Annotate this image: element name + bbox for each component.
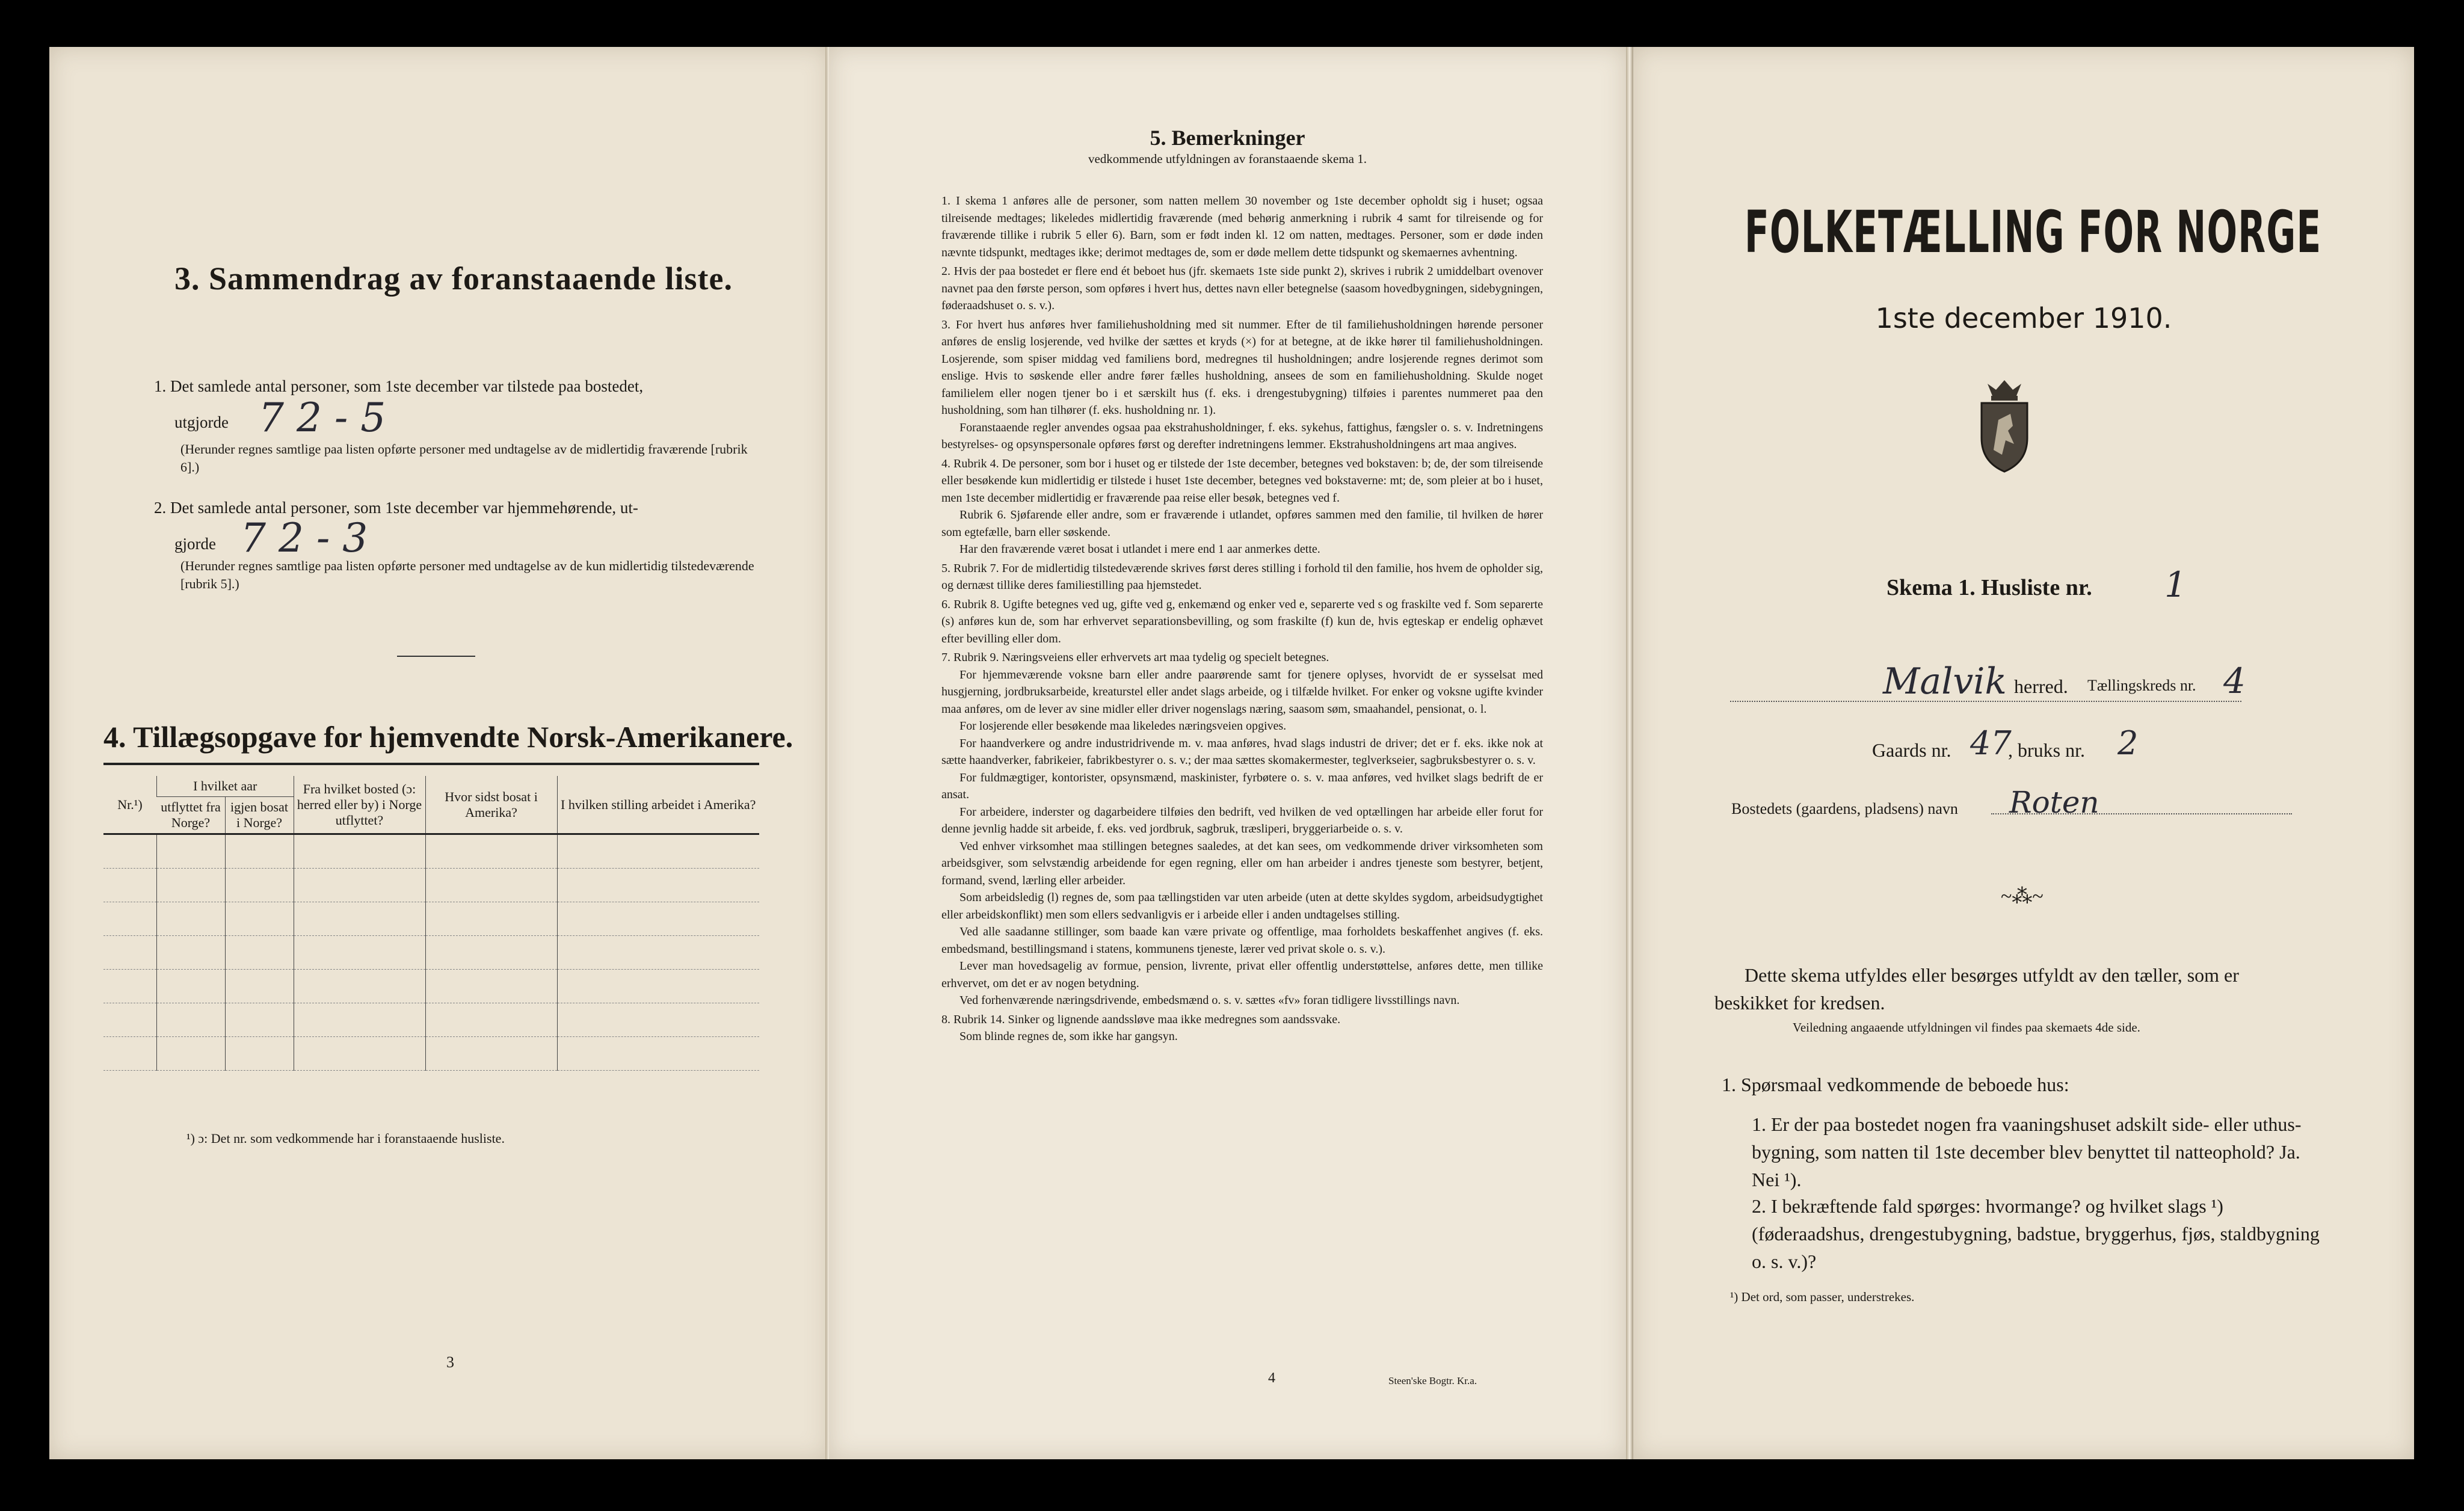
intro-text: Dette skema utfyldes eller besørges utfyldt av den tæller, som er beskikket for kredsen. xyxy=(1714,964,2239,1014)
page2-subtitle: vedkommende utfyldningen av foranstaaende skema 1. xyxy=(1088,152,1367,166)
page2-number: 4 xyxy=(1268,1370,1275,1386)
bosted-value: Roten xyxy=(2009,785,2099,820)
section-3-title: 3. Sammendrag av foranstaaende liste. xyxy=(174,260,733,297)
paragraph: Ved forhenværende næringsdrivende, embedsmænd o. s. v. sættes «fv» foran tidligere livsstillings navn. xyxy=(959,994,1460,1007)
ornament-icon: ~⁂~ xyxy=(2001,885,2044,908)
item1-value: 7 2 - 5 xyxy=(259,395,386,441)
item1-note: (Herunder regnes samtlige paa listen opførte personer med undtagelse av de midlertidig fraværende [rubrik 6].) xyxy=(180,442,748,475)
herred-label: herred. xyxy=(2014,675,2068,697)
paragraph: For arbeidere, inderster og dagarbeidere tilføies den bedrift, ved hvilken de ved optællingen har arbeide eller forut for denne jevnlig hadde sit arbeide, f. eks. ved jordbruk, sagbruk, træsliperi, bryggeriarbeide o. s. v. xyxy=(941,805,1543,836)
bruks-label: , bruks nr. xyxy=(2008,739,2085,761)
kreds-label: Tællingskreds nr. xyxy=(2087,677,2196,694)
paragraph: For fuldmægtiger, kontorister, opsynsmænd, maskinister, fyrbøtere o. s. v. maa anføres, ved hvilket slags bedrift de er ansat. xyxy=(941,771,1543,801)
item2-note: (Herunder regnes samtlige paa listen opførte personer med undtagelse av de kun midlertidig tilstedeværende [rubrik 5].) xyxy=(180,558,754,591)
paragraph: Som blinde regnes de, som ikke har gangsyn. xyxy=(959,1030,1178,1043)
col-group: I hvilket aar xyxy=(157,776,294,797)
bruks-value: 2 xyxy=(2118,724,2139,762)
page1-footnote: ¹) ɔ: Det nr. som vedkommende har i foranstaaende husliste. xyxy=(186,1131,505,1146)
paragraph: For haandverkere og andre industridrivende m. v. maa anføres, hvad slags industri de driver; det er f. eks. ikke nok at sætte haandverker, fabrikeier, fabrikbestyrer o. s. v.; der maa sættes skomakermester, teglverkseier, sagbruksbestyrer o. s. v. xyxy=(941,736,1543,767)
paragraph: For hjemmeværende voksne barn eller andre paarørende samt for tjenere oplyses, hvorvidt de er sysselsat med husgjerning, jordbruksarbeide, kreaturstel eller andet slags arbeide, og i tilfælde hvilket. For enker og voksne ugifte kvinder maa anføres, om de lever av sine midler eller driver nogenslags næring, saasom søm, smaahandel, pensionat, o. l. xyxy=(941,668,1543,716)
divider xyxy=(397,656,475,657)
census-date: 1ste december 1910. xyxy=(1875,302,2172,334)
husliste-nr-value: 1 xyxy=(2164,564,2187,605)
paragraph: 7. Rubrik 9. Næringsveiens eller erhvervets art maa tydelig og specielt betegnes. xyxy=(941,651,1329,664)
coat-of-arms-icon xyxy=(1976,378,2033,474)
paragraph: 8. Rubrik 14. Sinker og lignende aandssløve maa ikke medregnes som aandssvake. xyxy=(941,1012,1341,1026)
gaards-value: 47 xyxy=(1970,724,2012,762)
table-row xyxy=(103,936,759,970)
table-row xyxy=(103,970,759,1003)
paragraph: 1. I skema 1 anføres alle de personer, som natten mellem 30 november og 1ste december opholdt sig i huset; ogsaa tilreisende medtages; likeledes midlertidig fraværende (med behørig anmerkning i rubrik 4 samt for tilreisende og for fraværende tillike i rubrik 5 eller 6). Barn, som er født inden kl. 12 om natten, medtages. Personer, som er døde inden nævnte tidspunkt, medtages ikke; derimot medtages de, som er døde mellem dette tidspunkt og skemaernes avhentning. xyxy=(941,194,1543,259)
item1-text: 1. Det samlede antal personer, som 1ste december var tilstede paa bostedet, xyxy=(154,377,644,395)
col-nr: Nr.¹) xyxy=(103,776,157,834)
paragraph: 3. For hvert hus anføres hver familiehusholdning med sit nummer. Efter de til familiehusholdningen hørende personer anføres de enslig losjerende, ved hvilke der sættes et kryds (×) for at betegne, at de ikke hører til familiehusholdningen. Losjerende, som spiser middag ved familiens bord, medregnes til husholdningen; andre losjerende regnes derimot som enslige. Hvis to søskende eller andre fører fælles husholdning, ansees de som en familiehusholdning. Skulde noget familielem eller nogen tjener bo i et særskilt hus (f. eks. i drengestubygning) tilføies i parentes nummeret paa den husholdning, som han tilhører (f. eks. husholdning nr. 1). xyxy=(941,318,1543,417)
printer-mark: Steen'ske Bogtr. Kr.a. xyxy=(1388,1375,1477,1386)
paragraph: 5. Rubrik 7. For de midlertidig tilstedeværende skrives først deres stilling i forhold til den familie, hos hvem de opholder sig, og dernæst tillike deres familiestilling paa hjemstedet. xyxy=(941,561,1543,592)
table-row xyxy=(103,1037,759,1071)
question-1: 1. Er der paa bostedet nogen fra vaaningshuset adskilt side- eller uthus-bygning, som natten til 1ste december blev benyttet til natteophold? Ja. Nei ¹). xyxy=(1752,1113,2302,1190)
paragraph: Som arbeidsledig (l) regnes de, som paa tællingstiden var uten arbeide (uten at dette skyldes sygdom, arbeidsudygtighet eller arbeidskonflikt) men som ellers sedvanligvis er i arbeide eller i anden undtagelses stilling. xyxy=(941,891,1543,922)
page2-body xyxy=(941,192,1543,1045)
col-utflyttet: utflyttet fra Norge? xyxy=(157,797,226,834)
paragraph: Ved enhver virksomhet maa stillingen betegnes saaledes, at det kan sees, om vedkommende driver virksomheten som arbeidsgiver, som selvstændig arbeidende for egen regning, eller om han arbeider i andres tjeneste som bestyrer, betjent, formand, svend, lærling eller arbeider. xyxy=(941,839,1543,887)
page2-title: 5. Bemerkninger xyxy=(1150,126,1305,150)
table-row xyxy=(103,902,759,936)
paragraph: For losjerende eller besøkende maa likeledes næringsveien opgives. xyxy=(959,719,1287,733)
paragraph: 6. Rubrik 8. Ugifte betegnes ved ug, gifte ved g, enkemænd og enker ved e, separerte ved s og fraskilte ved f. Som separerte (s) anføres kun de, som har erhvervet separationsbevilling, og som fraskilte (f) kun de, hvis egteskap er endelig ophævet efter bevilling eller dom. xyxy=(941,597,1543,645)
herred-value: Malvik xyxy=(1883,660,2007,703)
question-2: 2. I bekræftende fald spørges: hvormange? og hvilket slags ¹) (føderaadshus, drengestubygning, badstue, bryggerhus, fjøs, staldbygning o. s. v.)? xyxy=(1752,1195,2320,1272)
page3-footnote: ¹) Det ord, som passer, understrekes. xyxy=(1730,1290,1915,1304)
paragraph: Lever man hovedsagelig av formue, pension, livrente, privat eller offentlig understøttelse, anføres dette, men tillike erhvervet, om det er av nogen betydning. xyxy=(941,959,1543,990)
paragraph: 4. Rubrik 4. De personer, som bor i huset og er tilstede der 1ste december, betegnes ved bokstaven: b; de, der som tilreisende eller besøkende kun midlertidig er tilstede i huset 1ste december, betegnes ved bokstaverne: mt; de, som pleier at bo i huset, men 1ste december midlertidig er fraværende paa reise eller besøk, betegnes ved f. xyxy=(941,457,1543,505)
intro-guidance: Veiledning angaaende utfyldningen vil findes paa skemaets 4de side. xyxy=(1793,1020,2140,1035)
paragraph: Rubrik 6. Sjøfarende eller andre, som er fraværende i utlandet, opføres sammen med den familie, til hvilken de hører som egtefælle, barn eller søskende. xyxy=(941,508,1543,539)
bosted-line xyxy=(1991,813,2292,814)
questions-header: 1. Spørsmaal vedkommende de beboede hus: xyxy=(1722,1074,2069,1095)
norsk-amerikanere-table xyxy=(103,776,759,1071)
col-hvor-bosat: Hvor sidst bosat i Amerika? xyxy=(425,776,557,834)
table-row xyxy=(103,869,759,902)
kreds-value: 4 xyxy=(2223,660,2246,701)
table-top-rule xyxy=(103,763,759,765)
col-fra-bosted: Fra hvilket bosted (ɔ: herred eller by) i Norge utflyttet? xyxy=(294,776,425,834)
bosted-label: Bostedets (gaardens, pladsens) navn xyxy=(1731,800,1958,817)
gaards-label: Gaards nr. xyxy=(1872,739,1951,761)
skema-label: Skema 1. Husliste nr. xyxy=(1886,575,2092,600)
document-title: FOLKETÆLLING FOR NORGE xyxy=(1745,198,2322,266)
col-igjen: igjen bosat i Norge? xyxy=(225,797,294,834)
table-row xyxy=(103,1003,759,1037)
paragraph: 2. Hvis der paa bostedet er flere end ét beboet hus (jfr. skemaets 1ste side punkt 2), skrives i rubrik 2 umiddelbart ovenover navnet paa den første person, som opføres i hvert hus, dettes navn eller betegnelse (saasom hovedbygningen, sidebygningen, føderaadshuset o. s. v.). xyxy=(941,265,1543,312)
table-row xyxy=(103,834,759,869)
section-4-title: 4. Tillægsopgave for hjemvendte Norsk-Amerikanere. xyxy=(103,720,793,754)
col-stilling: I hvilken stilling arbeidet i Amerika? xyxy=(557,776,759,834)
paragraph: Foranstaaende regler anvendes ogsaa paa ekstrahusholdninger, f. eks. sykehus, fattighus, fængsler o. s. v. Indretningens bestyrelses- og opsynspersonale opføres først og derefter indretningens lemmer. Ekstrahusholdningens art maa angives. xyxy=(941,420,1543,451)
page1-number: 3 xyxy=(446,1353,454,1371)
item1-utgjorde: utgjorde xyxy=(174,413,229,431)
fold-right xyxy=(1626,47,1633,1459)
paragraph: Ved alle saadanne stillinger, som baade kan være private og offentlige, maa forholdets beskaffenhet angives (f. eks. embedsmand, bestillingsmand i statens, kommunens tjeneste, lærer ved privat skole o. s. v.). xyxy=(941,925,1543,956)
item2-text: 2. Det samlede antal personer, som 1ste december var hjemmehørende, ut- xyxy=(154,499,638,517)
paragraph: Har den fraværende været bosat i utlandet i mere end 1 aar anmerkes dette. xyxy=(959,543,1320,556)
item2-value: 7 2 - 3 xyxy=(241,515,368,561)
item2-utgjorde: gjorde xyxy=(174,535,216,553)
